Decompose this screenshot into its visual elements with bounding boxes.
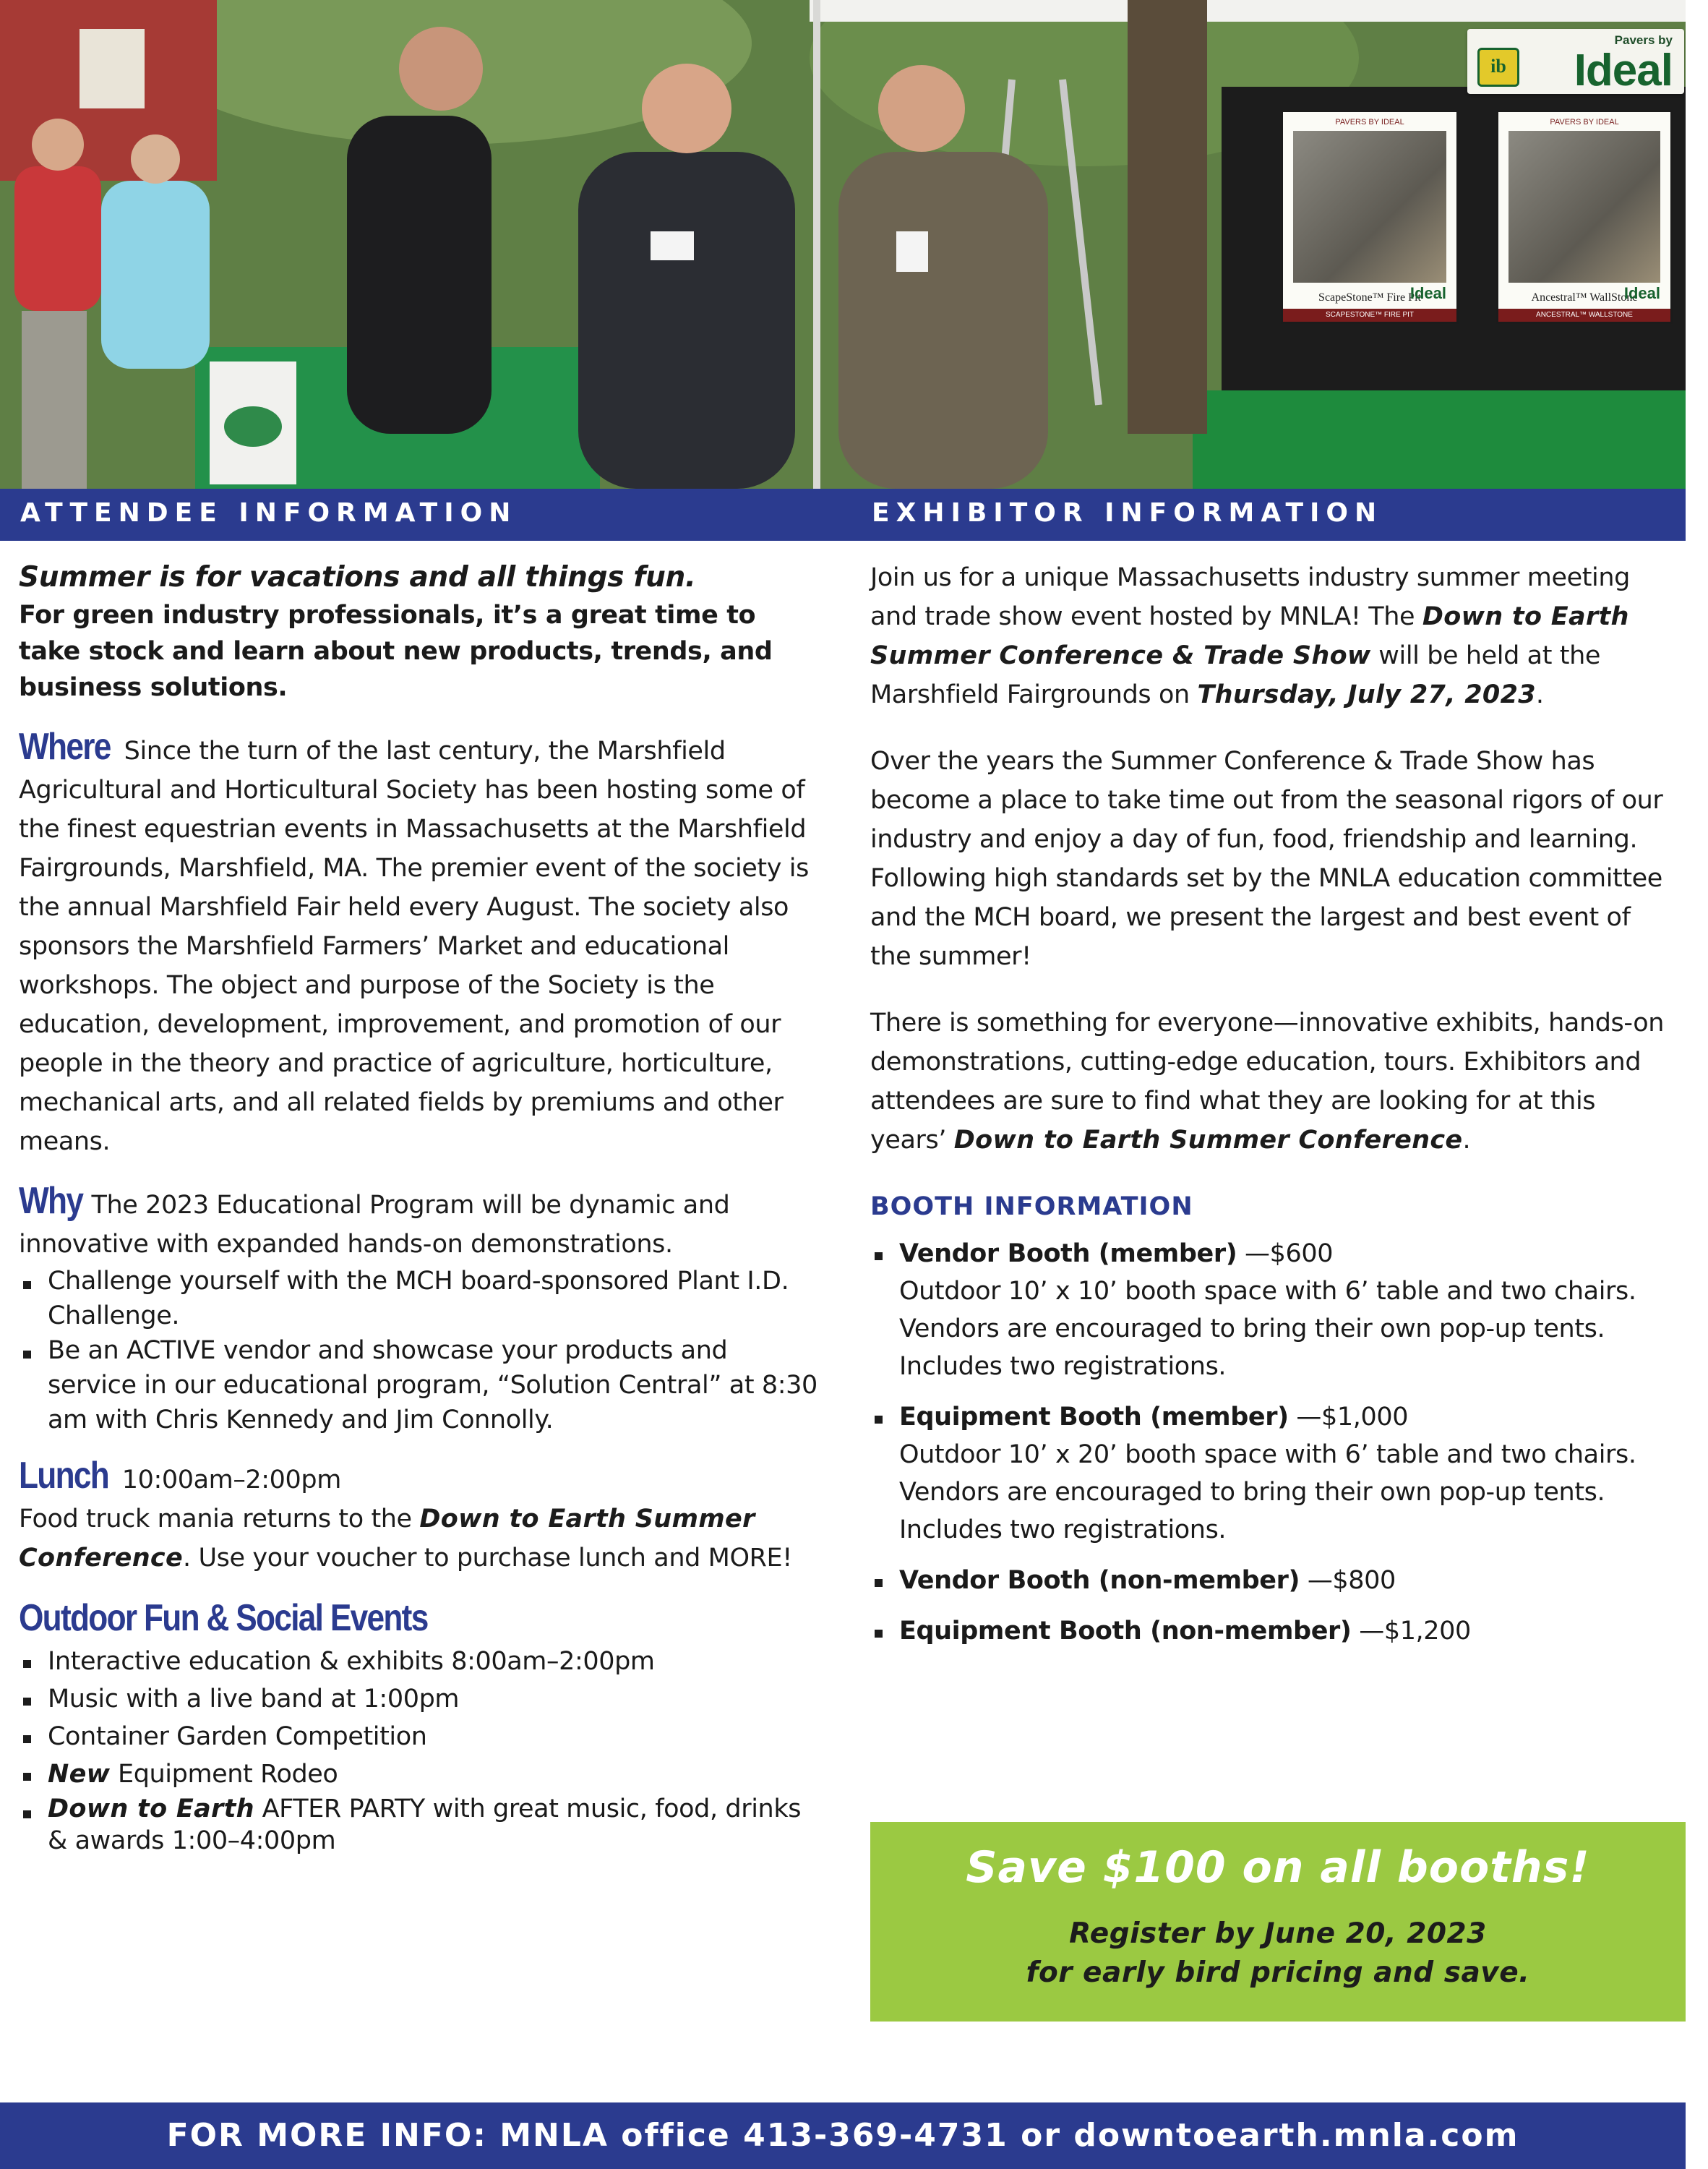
- poster-footer: ANCESTRAL™ WALLSTONE: [1498, 309, 1670, 322]
- booth-item: [870, 1612, 1673, 1650]
- booth-title: Vendor Booth (member): [899, 1239, 1237, 1268]
- intro-text: For green industry professionals, it’s a great time to take stock and learn about new products, trends, and business solutions.: [19, 601, 773, 702]
- lunch-time: 10:00am–2:00pm: [113, 1466, 341, 1494]
- booth-description: Outdoor 10’ x 20’ booth space with 6’ table and two chairs. Vendors are encouraged to bring their own pop-up tents. Includes two registrations.: [899, 1440, 1636, 1544]
- list-item: [19, 1793, 821, 1857]
- booth-price: —$1,000: [1288, 1403, 1409, 1432]
- highlights-text: There is something for everyone—innovative exhibits, hands-on demonstrations, cutting-edge education, tours. Exhibitors and attendees are sure to find what they are looking for at this years’: [870, 1009, 1665, 1155]
- exhibitor-intro: [870, 558, 1673, 714]
- why-bullet-list: [19, 1264, 821, 1437]
- early-bird-promo: [870, 1822, 1686, 2022]
- hero-photo: [0, 0, 1686, 489]
- intro-text-mid: will be held at the Marshfield Fairgrounds on: [870, 641, 1600, 709]
- lunch-text-pre: Food truck mania returns to the: [19, 1505, 420, 1533]
- promo-subtext: for early bird pricing and save.: [1026, 1956, 1530, 1989]
- poster-wallstone: [1496, 110, 1673, 324]
- poster-logo: Ideal: [1623, 284, 1660, 302]
- list-item: [19, 1680, 821, 1718]
- booth-list: [870, 1235, 1673, 1650]
- poster-title: Ancestral™ WallStone: [1531, 291, 1638, 304]
- lunch-heading: Lunch: [19, 1455, 109, 1497]
- promo-deadline: Register by June 20, 2023: [1069, 1917, 1487, 1950]
- booth-price: —$1,200: [1351, 1617, 1471, 1646]
- exhibitor-column: [870, 558, 1673, 1663]
- booth-price: —$600: [1237, 1239, 1334, 1268]
- exhibitor-history: Over the years the Summer Conference & Trade Show has become a place to take time out from the seasonal rigors of our industry and enjoy a day of fun, food, friendship and learning. Following high standards set by the MNLA education committee and the MCH board, we present the largest and best event of the summer!: [870, 747, 1663, 971]
- poster-logo: Ideal: [1409, 284, 1446, 302]
- why-text: The 2023 Educational Program will be dynamic and innovative with expanded hands-on demonstrations.: [19, 1191, 730, 1259]
- pavers-by-ideal-sign: [1467, 29, 1684, 94]
- exhibitor-section-title: EXHIBITOR INFORMATION: [872, 498, 1383, 528]
- booth-info-heading: BOOTH INFORMATION: [870, 1192, 1193, 1221]
- why-section: [19, 1181, 821, 1264]
- attendee-column: [19, 558, 821, 1857]
- where-section: [19, 727, 821, 1161]
- fun-bullet-list: [19, 1643, 821, 1857]
- bullet-text: Interactive education & exhibits 8:00am–2:00pm: [48, 1647, 655, 1676]
- lunch-section: [19, 1456, 821, 1500]
- attendee-section-title: ATTENDEE INFORMATION: [20, 498, 518, 528]
- bullet-text: Container Garden Competition: [48, 1722, 427, 1751]
- list-item: Challenge yourself with the MCH board-sponsored Plant I.D. Challenge.: [19, 1264, 821, 1333]
- booth-description: Outdoor 10’ x 10’ booth space with 6’ table and two chairs. Vendors are encouraged to bring their own pop-up tents. Includes two registrations.: [899, 1277, 1636, 1381]
- event-name: Down to Earth Summer Conference & Trade Show: [870, 602, 1629, 670]
- bullet-strong: New: [48, 1760, 111, 1789]
- booth-title: Equipment Booth (non-member): [899, 1617, 1352, 1646]
- intro-text-pre: Join us for a unique Massachusetts industry summer meeting and trade show event hosted by MNLA! The: [870, 563, 1630, 631]
- poster-header: PAVERS BY IDEAL: [1335, 118, 1404, 127]
- sign-brand: Ideal: [1574, 46, 1673, 95]
- sign-subtitle: Pavers by: [1614, 33, 1673, 47]
- promo-headline: Save $100 on all booths!: [966, 1842, 1590, 1893]
- list-item: [19, 1718, 821, 1755]
- fun-heading: Outdoor Fun & Social Events: [19, 1597, 428, 1639]
- why-heading: Why: [19, 1180, 83, 1222]
- booth-title: Equipment Booth (member): [899, 1403, 1289, 1432]
- intro-lead: Summer is for vacations and all things fun.: [19, 561, 696, 594]
- poster-photo: [1293, 131, 1446, 283]
- event-name: Down to Earth Summer Conference: [953, 1126, 1463, 1155]
- event-date: Thursday, July 27, 2023: [1197, 680, 1536, 709]
- poster-title: ScapeStone™ Fire Pit: [1318, 291, 1421, 304]
- list-item: [19, 1643, 821, 1680]
- bullet-text: Equipment Rodeo: [110, 1760, 338, 1789]
- lunch-text-post: . Use your voucher to purchase lunch and MORE!: [183, 1544, 792, 1573]
- ideal-logo-badge: ib: [1477, 48, 1519, 87]
- booth-item: [870, 1235, 1673, 1385]
- bullet-strong: Down to Earth: [48, 1794, 254, 1823]
- poster-footer: SCAPESTONE™ FIRE PIT: [1283, 309, 1456, 322]
- poster-fire-pit: [1281, 110, 1459, 324]
- highlights-text-end: .: [1462, 1126, 1471, 1155]
- fun-section: [19, 1596, 821, 1640]
- where-heading: Where: [19, 726, 111, 768]
- bullet-text: Music with a live band at 1:00pm: [48, 1685, 460, 1714]
- poster-header: PAVERS BY IDEAL: [1550, 118, 1619, 127]
- intro-text-end: .: [1535, 680, 1544, 709]
- list-item: Be an ACTIVE vendor and showcase your products and service in our educational program, “Solution Central” at 8:30 am with Chris Kennedy and Jim Connolly.: [19, 1333, 821, 1437]
- contact-footer: FOR MORE INFO: MNLA office 413-369-4731 or downtoearth.mnla.com: [0, 2102, 1686, 2169]
- booth-price: —$800: [1300, 1566, 1396, 1595]
- exhibitor-highlights: [870, 1004, 1673, 1160]
- poster-photo: [1509, 131, 1660, 283]
- booth-title: Vendor Booth (non-member): [899, 1566, 1300, 1595]
- lunch-event-name: Down to Earth Summer Conference: [19, 1505, 755, 1573]
- booth-item: [870, 1562, 1673, 1599]
- list-item: [19, 1755, 821, 1793]
- lunch-text: [19, 1500, 821, 1578]
- bullet-text: AFTER PARTY with great music, food, drinks & awards 1:00–4:00pm: [48, 1794, 802, 1855]
- where-text: Since the turn of the last century, the Marshfield Agricultural and Horticultural Society has been hosting some of the finest equestrian events in Massachusetts at the Marshfield Fairgrounds, Marshfield, MA. The premier event of the society is the annual Marshfield Fair held every August. The society also sponsors the Marshfield Farmers’ Market and educational workshops. The object and purpose of the Society is the education, development, improvement, and promotion of our people in the theory and practice of agriculture, horticulture, mechanical arts, and all related fields by premiums and other means.: [19, 737, 809, 1156]
- booth-item: [870, 1398, 1673, 1549]
